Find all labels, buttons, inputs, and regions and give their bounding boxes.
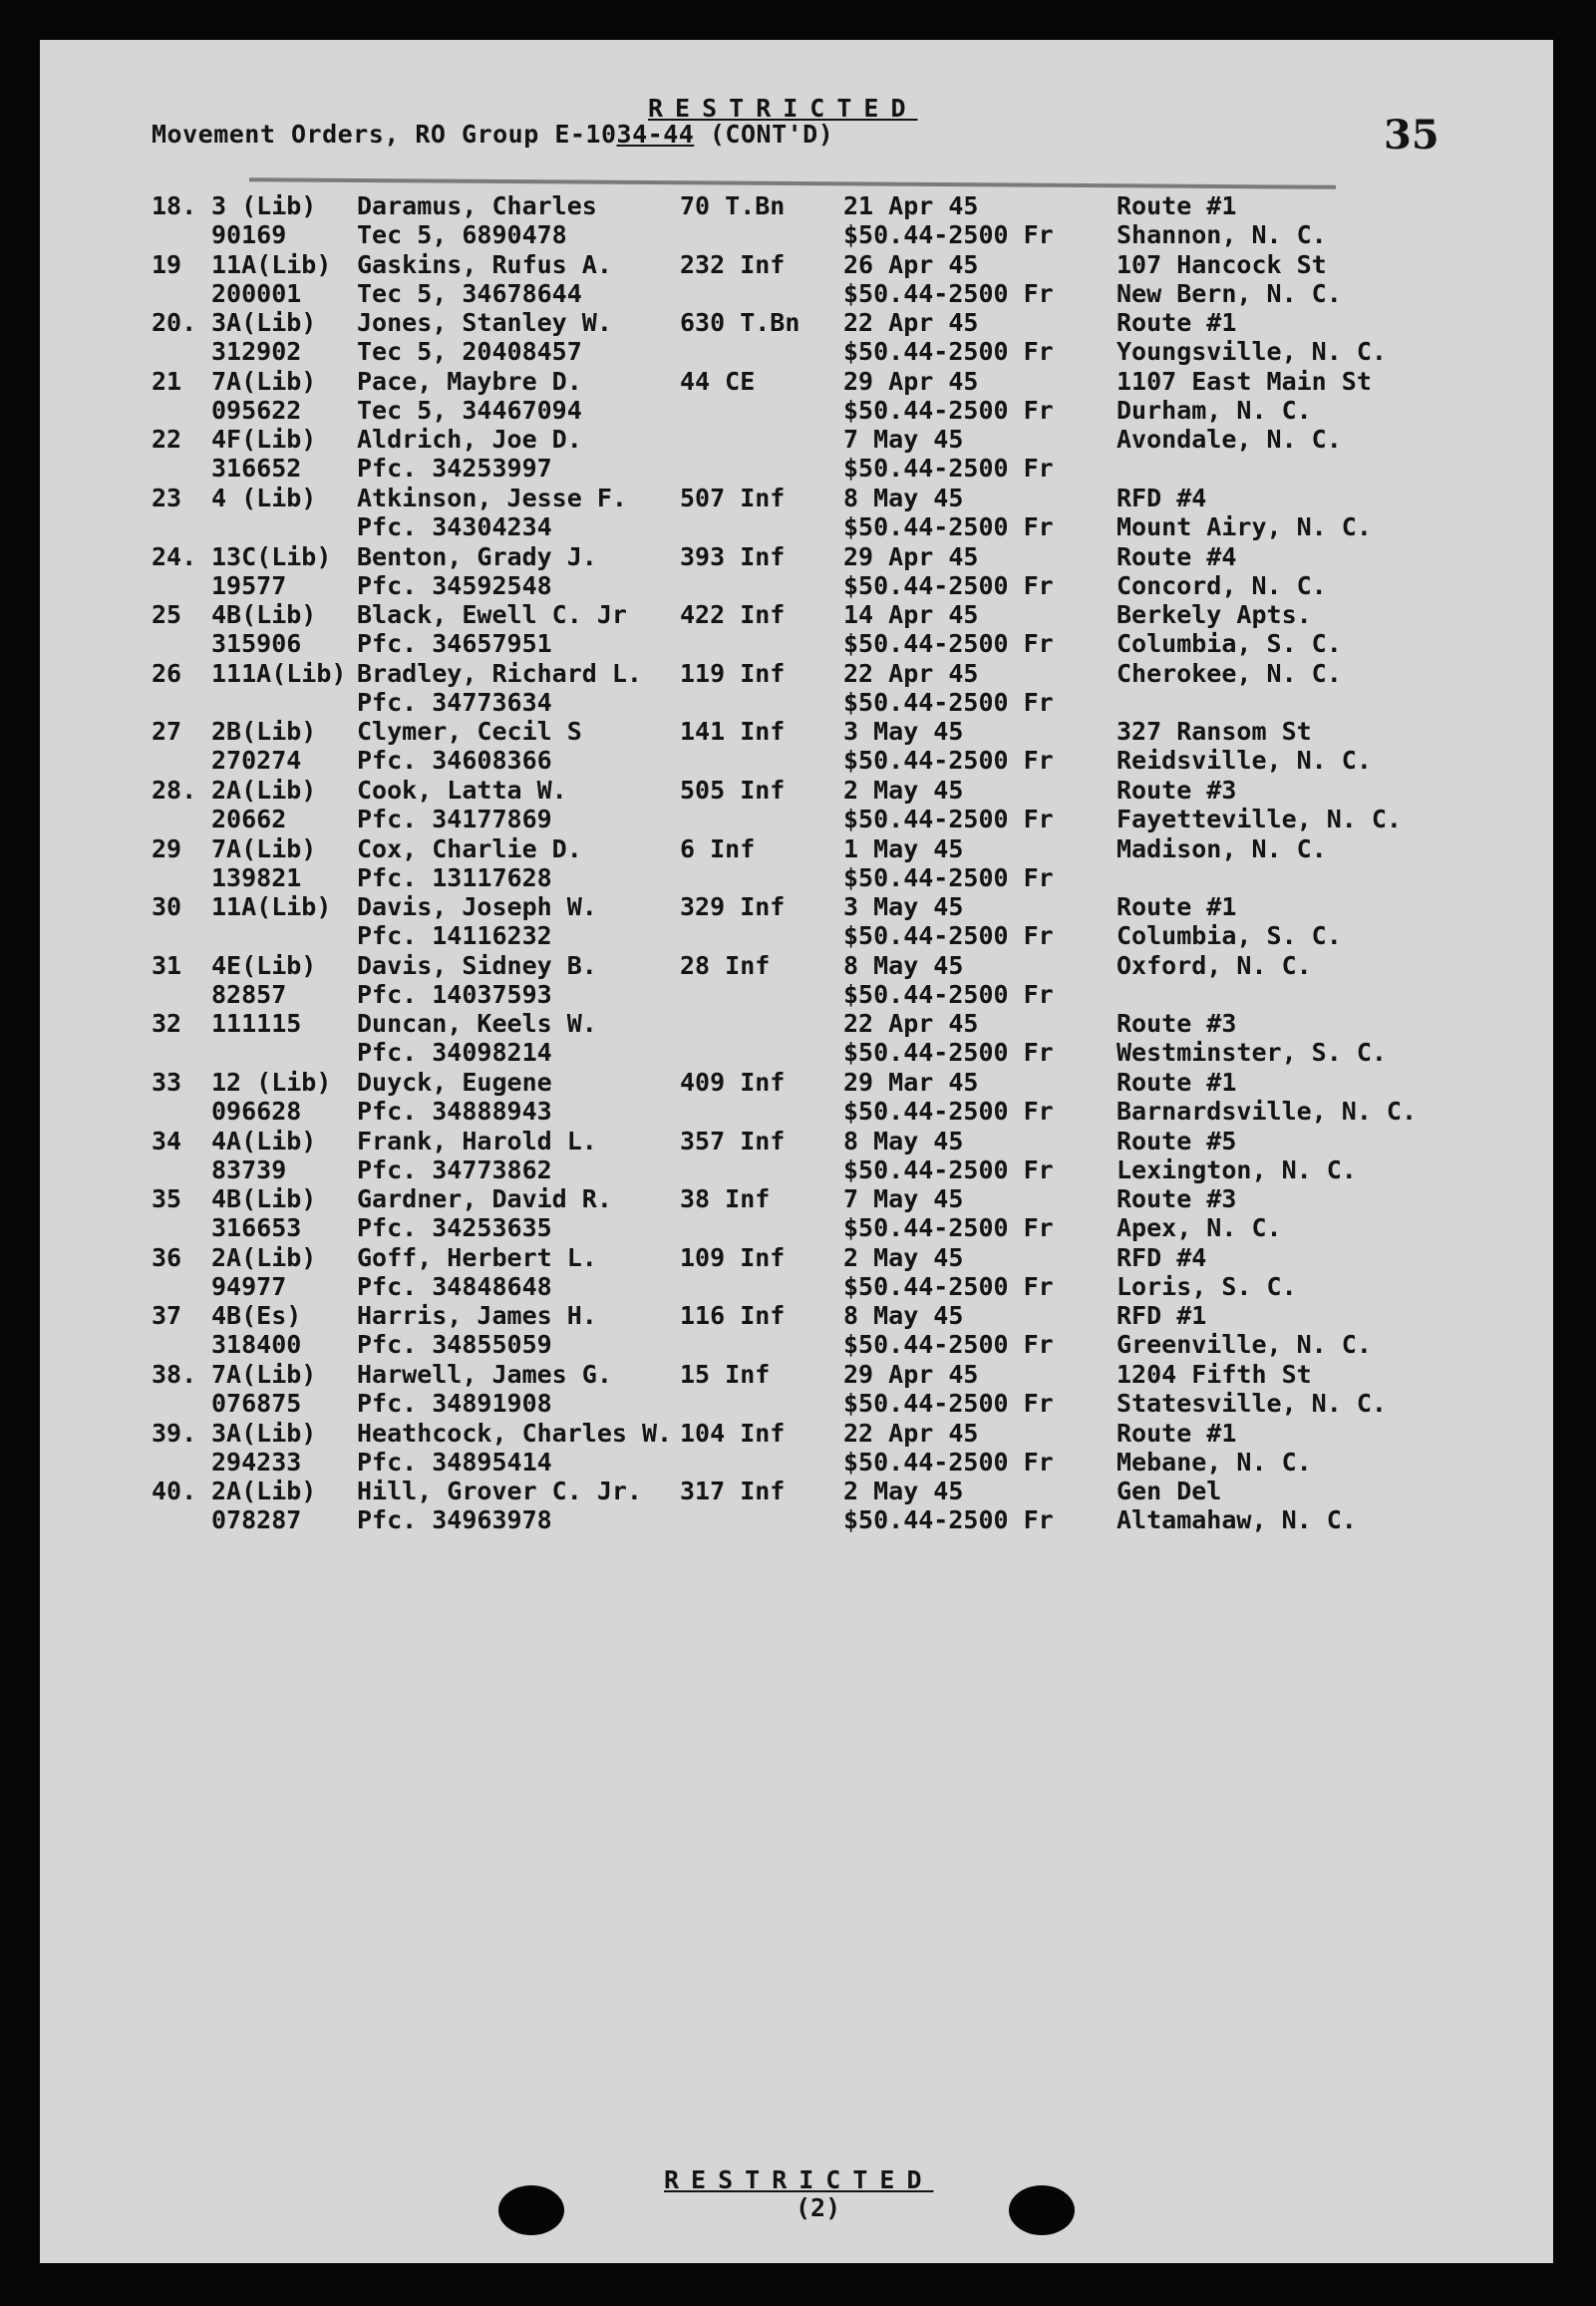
assignment-serial: 19577 [211,570,287,600]
table-row [40,367,1553,427]
address-line-2: New Bern, N. C. [1117,278,1342,308]
address-line-2: Mebane, N. C. [1117,1447,1312,1477]
table-row [40,1419,1553,1479]
row-number: 22 [152,425,182,455]
assignment-serial: 076875 [211,1389,302,1418]
table-row [40,191,1553,251]
address-line-1: 107 Hancock St [1117,249,1327,279]
pay-amount: $50.44-2500 Fr [843,1154,1054,1184]
table-row [40,1009,1553,1069]
pay-amount: $50.44-2500 Fr [843,220,1054,249]
unit: 28 Inf [680,950,771,980]
address-line-2: Youngsville, N. C. [1117,337,1387,367]
unit: 6 Inf [680,833,756,863]
soldier-name: Goff, Herbert L. [357,1242,597,1272]
address-line-1: Cherokee, N. C. [1117,658,1342,688]
assignment-code: 4F(Lib) [211,425,317,455]
address-line-1: 1204 Fifth St [1117,1360,1312,1389]
address-line-1: Route #4 [1117,541,1237,571]
soldier-name: Harris, James H. [357,1301,597,1331]
rank-and-serial: Pfc. 14037593 [357,979,552,1009]
row-number: 34 [152,1126,182,1155]
row-number: 26 [152,658,182,688]
rank-and-serial: Pfc. 34963978 [357,1505,552,1535]
rank-and-serial: Pfc. 34848648 [357,1271,552,1301]
assignment-code: 3 (Lib) [211,191,317,220]
assignment-serial: 316653 [211,1213,302,1243]
pay-amount: $50.44-2500 Fr [843,570,1054,600]
address-line-1: Route #1 [1117,191,1237,220]
unit: 44 CE [680,366,756,396]
soldier-name: Daramus, Charles [357,191,597,220]
pay-amount: $50.44-2500 Fr [843,979,1054,1009]
address-line-1: Route #3 [1117,1184,1237,1214]
table-row [40,542,1553,602]
assignment-code: 7A(Lib) [211,366,317,396]
pay-amount: $50.44-2500 Fr [843,805,1054,833]
unit: 507 Inf [680,484,786,512]
address-line-2: Columbia, S. C. [1117,629,1342,659]
soldier-name: Black, Ewell C. Jr [357,600,627,630]
rank-and-serial: Pfc. 34098214 [357,1038,552,1068]
date: 7 May 45 [843,425,964,455]
soldier-name: Aldrich, Joe D. [357,425,582,455]
soldier-name: Cook, Latta W. [357,776,567,805]
pay-amount: $50.44-2500 Fr [843,1271,1054,1301]
assignment-serial: 096628 [211,1097,302,1126]
table-row [40,250,1553,310]
address-line-1: 327 Ransom St [1117,717,1312,747]
unit: 70 T.Bn [680,191,786,220]
pay-amount: $50.44-2500 Fr [843,1330,1054,1360]
address-line-2: Greenville, N. C. [1117,1330,1372,1360]
table-row [40,1127,1553,1186]
table-row [40,600,1553,660]
assignment-code: 13C(Lib) [211,541,332,571]
unit: 630 T.Bn [680,308,800,338]
pay-amount: $50.44-2500 Fr [843,278,1054,308]
address-line-1: Route #3 [1117,1009,1237,1039]
row-number: 40. [152,1477,197,1506]
address-line-1: 1107 East Main St [1117,366,1372,396]
address-line-1: Avondale, N. C. [1117,425,1342,455]
rank-and-serial: Pfc. 34773862 [357,1154,552,1184]
page-number: 35 [1384,112,1439,159]
address-line-1: Route #1 [1117,308,1237,338]
rank-and-serial: Tec 5, 6890478 [357,220,567,249]
row-number: 35 [152,1184,182,1214]
unit: 38 Inf [680,1184,771,1214]
address-line-2: Barnardsville, N. C. [1117,1097,1418,1126]
assignment-serial: 312902 [211,337,302,367]
unit: 329 Inf [680,892,786,922]
row-number: 33 [152,1068,182,1097]
row-number: 32 [152,1009,182,1039]
date: 22 Apr 45 [843,1009,979,1039]
pay-amount: $50.44-2500 Fr [843,1213,1054,1243]
assignment-code: 111A(Lib) [211,658,347,688]
assignment-serial: 270274 [211,746,302,776]
assignment-code: 3A(Lib) [211,1418,317,1448]
soldier-name: Duyck, Eugene [357,1068,552,1097]
unit: 141 Inf [680,717,786,747]
address-line-2: Loris, S. C. [1117,1271,1297,1301]
address-line-2: Altamahaw, N. C. [1117,1505,1357,1535]
date: 29 Apr 45 [843,541,979,571]
date: 8 May 45 [843,484,964,512]
pay-amount: $50.44-2500 Fr [843,1038,1054,1068]
pay-amount: $50.44-2500 Fr [843,1505,1054,1535]
address-line-1: Berkely Apts. [1117,600,1312,630]
rank-and-serial: Pfc. 14116232 [357,921,552,951]
address-line-1: Route #3 [1117,776,1237,805]
assignment-serial: 315906 [211,629,302,659]
table-row [40,484,1553,543]
soldier-name: Harwell, James G. [357,1360,612,1389]
assignment-serial: 316652 [211,454,302,484]
address-line-1: Route #1 [1117,892,1237,922]
soldier-name: Gardner, David R. [357,1184,612,1214]
restricted-footer: RESTRICTED [664,2165,934,2194]
address-line-2: Lexington, N. C. [1117,1154,1357,1184]
assignment-code: 2A(Lib) [211,1477,317,1506]
row-number: 27 [152,717,182,747]
assignment-serial: 318400 [211,1330,302,1360]
punch-hole-right [1009,2185,1075,2235]
strike-through-line [249,177,1336,189]
assignment-code: 3A(Lib) [211,308,317,338]
unit: 15 Inf [680,1360,771,1389]
address-line-2: Apex, N. C. [1117,1213,1282,1243]
row-number: 19 [152,249,182,279]
assignment-code: 4B(Lib) [211,1184,317,1214]
address-line-1: RFD #4 [1117,484,1207,512]
title-prefix: Movement Orders, RO Group E-10 [152,120,617,149]
date: 29 Apr 45 [843,1360,979,1389]
address-line-2: Shannon, N. C. [1117,220,1327,249]
soldier-name: Davis, Joseph W. [357,892,597,922]
address-line-1: Route #1 [1117,1418,1237,1448]
unit: 505 Inf [680,776,786,805]
row-number: 20. [152,308,197,338]
address-line-2: Reidsville, N. C. [1117,746,1372,776]
table-row [40,425,1553,485]
address-line-1: Madison, N. C. [1117,833,1327,863]
rank-and-serial: Tec 5, 20408457 [357,337,582,367]
date: 21 Apr 45 [843,191,979,220]
unit: 393 Inf [680,541,786,571]
rank-and-serial: Pfc. 34895414 [357,1447,552,1477]
unit: 409 Inf [680,1068,786,1097]
rank-and-serial: Tec 5, 34678644 [357,278,582,308]
unit: 317 Inf [680,1477,786,1506]
row-number: 36 [152,1242,182,1272]
pay-amount: $50.44-2500 Fr [843,629,1054,659]
restricted-header: RESTRICTED [648,94,918,123]
assignment-code: 4E(Lib) [211,950,317,980]
address-line-2: Durham, N. C. [1117,395,1312,425]
rank-and-serial: Pfc. 34592548 [357,570,552,600]
assignment-code: 4A(Lib) [211,1126,317,1155]
table-row [40,1068,1553,1128]
date: 22 Apr 45 [843,308,979,338]
soldier-name: Gaskins, Rufus A. [357,249,612,279]
address-line-2: Mount Airy, N. C. [1117,512,1372,541]
rank-and-serial: Pfc. 34608366 [357,746,552,776]
soldier-name: Duncan, Keels W. [357,1009,597,1039]
assignment-code: 4B(Lib) [211,600,317,630]
pay-amount: $50.44-2500 Fr [843,687,1054,717]
row-number: 25 [152,600,182,630]
date: 29 Apr 45 [843,366,979,396]
date: 8 May 45 [843,1126,964,1155]
table-row [40,1243,1553,1303]
row-number: 24. [152,541,197,571]
unit: 109 Inf [680,1242,786,1272]
table-row [40,1184,1553,1244]
soldier-name: Cox, Charlie D. [357,833,582,863]
assignment-code: 7A(Lib) [211,833,317,863]
soldier-name: Clymer, Cecil S [357,717,582,747]
soldier-name: Hill, Grover C. Jr. [357,1477,642,1506]
table-row [40,776,1553,835]
title-underlined-part: 34-44 [616,120,695,149]
address-line-1: Route #5 [1117,1126,1237,1155]
soldier-name: Heathcock, Charles W. [357,1418,673,1448]
table-row [40,951,1553,1011]
assignment-serial: 095622 [211,395,302,425]
pay-amount: $50.44-2500 Fr [843,1447,1054,1477]
assignment-code: 7A(Lib) [211,1360,317,1389]
rank-and-serial: Pfc. 34253635 [357,1213,552,1243]
address-line-1: Gen Del [1117,1477,1222,1506]
row-number: 38. [152,1360,197,1389]
row-number: 39. [152,1418,197,1448]
assignment-code: 4 (Lib) [211,484,317,512]
assignment-serial: 94977 [211,1271,287,1301]
row-number: 30 [152,892,182,922]
document-page [40,40,1553,2263]
unit: 232 Inf [680,249,786,279]
date: 22 Apr 45 [843,1418,979,1448]
assignment-code: 111115 [211,1009,302,1039]
assignment-code: 4B(Es) [211,1301,302,1331]
unit: 422 Inf [680,600,786,630]
punch-hole-left [498,2185,564,2235]
table-row [40,659,1553,719]
date: 3 May 45 [843,717,964,747]
row-number: 31 [152,950,182,980]
soldier-name: Bradley, Richard L. [357,658,642,688]
unit: 104 Inf [680,1418,786,1448]
row-number: 37 [152,1301,182,1331]
title-suffix: (CONT'D) [694,120,834,149]
date: 7 May 45 [843,1184,964,1214]
assignment-code: 2A(Lib) [211,776,317,805]
rank-and-serial: Pfc. 13117628 [357,862,552,892]
date: 14 Apr 45 [843,600,979,630]
unit: 116 Inf [680,1301,786,1331]
row-number: 23 [152,484,182,512]
assignment-serial: 200001 [211,278,302,308]
rank-and-serial: Pfc. 34657951 [357,629,552,659]
row-number: 18. [152,191,197,220]
rank-and-serial: Pfc. 34177869 [357,805,552,833]
address-line-1: Route #1 [1117,1068,1237,1097]
address-line-2: Concord, N. C. [1117,570,1327,600]
pay-amount: $50.44-2500 Fr [843,337,1054,367]
rank-and-serial: Pfc. 34855059 [357,1330,552,1360]
address-line-1: RFD #4 [1117,1242,1207,1272]
date: 2 May 45 [843,1242,964,1272]
assignment-code: 2A(Lib) [211,1242,317,1272]
assignment-serial: 83739 [211,1154,287,1184]
table-row [40,834,1553,894]
rank-and-serial: Pfc. 34888943 [357,1097,552,1126]
rank-and-serial: Pfc. 34304234 [357,512,552,541]
rank-and-serial: Pfc. 34891908 [357,1389,552,1418]
row-number: 28. [152,776,197,805]
table-row [40,1301,1553,1361]
soldier-name: Benton, Grady J. [357,541,597,571]
pay-amount: $50.44-2500 Fr [843,746,1054,776]
pay-amount: $50.44-2500 Fr [843,454,1054,484]
pay-amount: $50.44-2500 Fr [843,1097,1054,1126]
rank-and-serial: Tec 5, 34467094 [357,395,582,425]
pay-amount: $50.44-2500 Fr [843,921,1054,951]
soldier-name: Pace, Maybre D. [357,366,582,396]
table-row [40,892,1553,952]
table-row [40,308,1553,368]
date: 3 May 45 [843,892,964,922]
rank-and-serial: Pfc. 34253997 [357,454,552,484]
address-line-2: Fayetteville, N. C. [1117,805,1402,833]
pay-amount: $50.44-2500 Fr [843,395,1054,425]
pay-amount: $50.44-2500 Fr [843,862,1054,892]
soldier-name: Atkinson, Jesse F. [357,484,627,512]
row-number: 29 [152,833,182,863]
assignment-serial: 20662 [211,805,287,833]
unit: 357 Inf [680,1126,786,1155]
table-row [40,1477,1553,1536]
rank-and-serial: Pfc. 34773634 [357,687,552,717]
date: 22 Apr 45 [843,658,979,688]
date: 1 May 45 [843,833,964,863]
assignment-code: 11A(Lib) [211,892,332,922]
assignment-code: 12 (Lib) [211,1068,332,1097]
address-line-1: RFD #1 [1117,1301,1207,1331]
assignment-serial: 90169 [211,220,287,249]
date: 29 Mar 45 [843,1068,979,1097]
unit: 119 Inf [680,658,786,688]
table-row [40,717,1553,777]
date: 2 May 45 [843,1477,964,1506]
assignment-code: 2B(Lib) [211,717,317,747]
pay-amount: $50.44-2500 Fr [843,1389,1054,1418]
soldier-name: Frank, Harold L. [357,1126,597,1155]
assignment-code: 11A(Lib) [211,249,332,279]
date: 26 Apr 45 [843,249,979,279]
address-line-2: Westminster, S. C. [1117,1038,1387,1068]
assignment-serial: 139821 [211,862,302,892]
table-row [40,1360,1553,1420]
assignment-serial: 82857 [211,979,287,1009]
pay-amount: $50.44-2500 Fr [843,512,1054,541]
address-line-1: Oxford, N. C. [1117,950,1312,980]
row-number: 21 [152,366,182,396]
date: 8 May 45 [843,1301,964,1331]
date: 8 May 45 [843,950,964,980]
address-line-2: Columbia, S. C. [1117,921,1342,951]
soldier-name: Davis, Sidney B. [357,950,597,980]
footer-page-label: (2) [796,2193,841,2222]
date: 2 May 45 [843,776,964,805]
address-line-2: Statesville, N. C. [1117,1389,1387,1418]
document-title [152,120,833,149]
soldier-name: Jones, Stanley W. [357,308,612,338]
assignment-serial: 078287 [211,1505,302,1535]
assignment-serial: 294233 [211,1447,302,1477]
